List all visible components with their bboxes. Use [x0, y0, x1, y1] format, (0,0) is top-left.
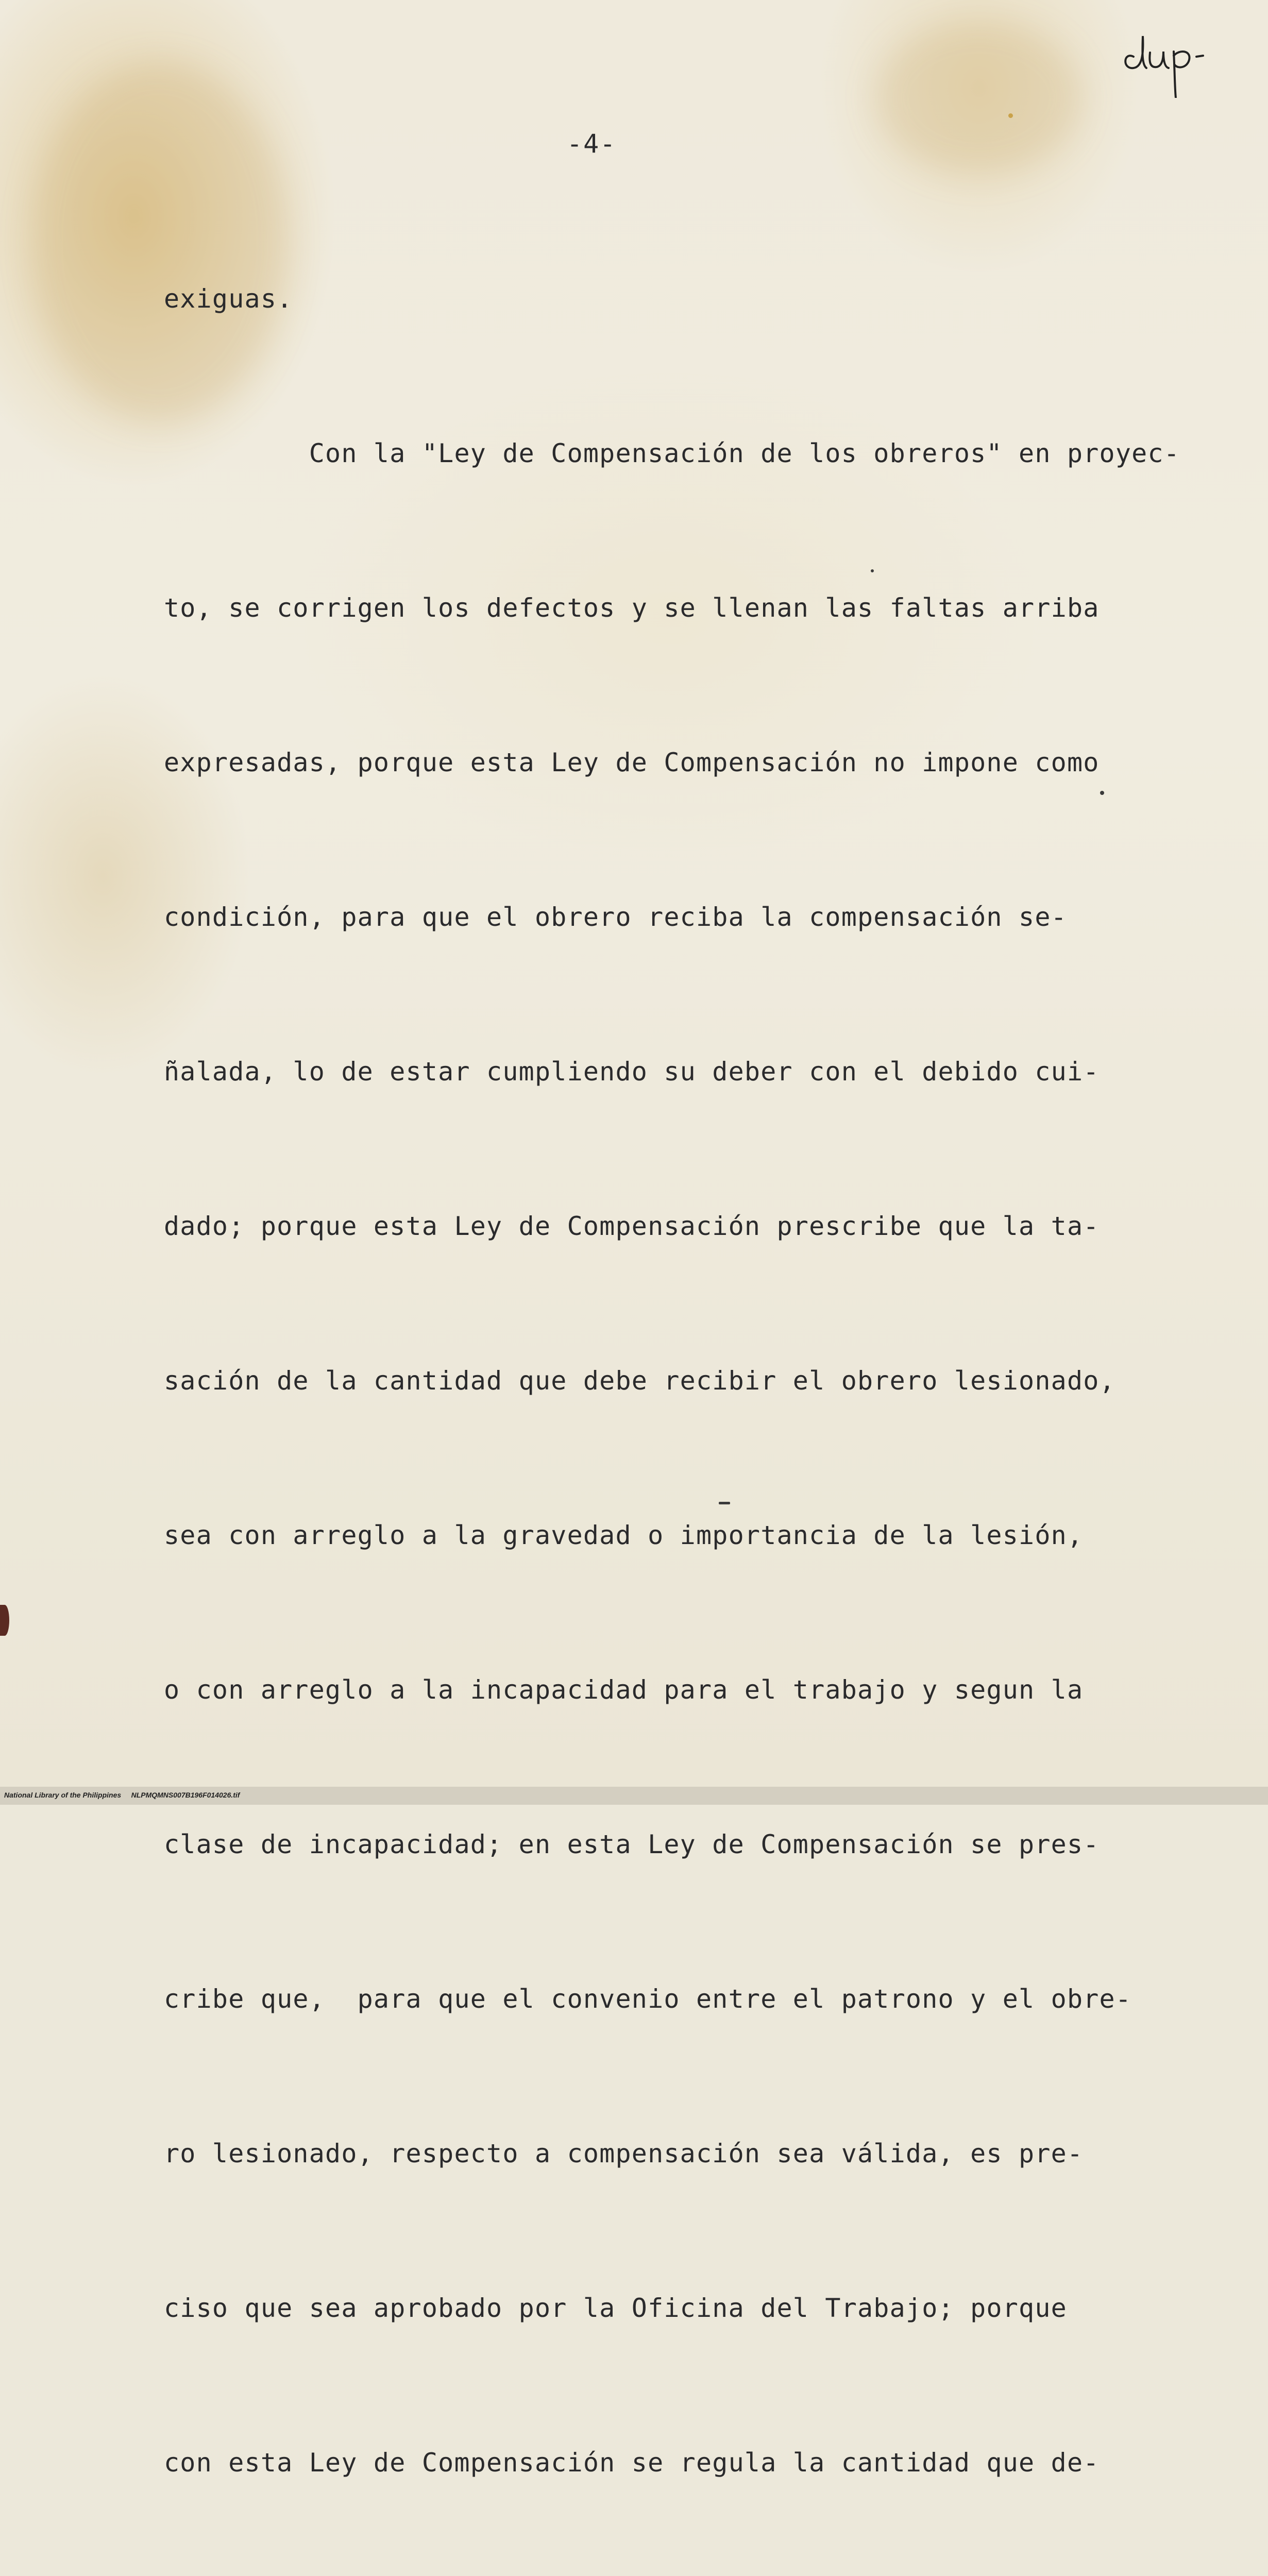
text-line: cribe que, para que el convenio entre el patrono y el obre-: [164, 1984, 1132, 2014]
library-name: National Library of the Philippines: [4, 1791, 122, 1799]
text-line: condición, para que el obrero reciba la compensación se-: [164, 902, 1067, 932]
text-line: con esta Ley de Compensación se regula la cantidad que de-: [164, 2448, 1100, 2478]
paper-stain: [876, 21, 1082, 175]
file-id: NLPMQMNS007B196F014026.tif: [131, 1791, 240, 1799]
edge-mark: [0, 1605, 9, 1636]
paper-speck: [1008, 113, 1013, 118]
text-line: ciso que sea aprobado por la Oficina del Trabajo; porque: [164, 2293, 1067, 2323]
text-line: clase de incapacidad; en esta Ley de Compensación se pres-: [164, 1829, 1100, 1859]
handwritten-annotation: [1118, 21, 1221, 98]
ink-speck: [1100, 791, 1104, 795]
text-line: sea con arreglo a la gravedad o importancia de la lesión,: [164, 1520, 1084, 1550]
text-line: sación de la cantidad que debe recibir el obrero lesionado,: [164, 1366, 1115, 1396]
text-line: exiguas.: [164, 284, 293, 314]
text-line: dado; porque esta Ley de Compensación prescribe que la ta-: [164, 1211, 1100, 1241]
text-line: expresadas, porque esta Ley de Compensación no impone como: [164, 748, 1100, 777]
page-number: -4-: [567, 129, 617, 159]
scan-footer-text: [4, 1791, 240, 1799]
ink-mark: [719, 1502, 730, 1504]
ink-speck: [871, 569, 874, 572]
text-line: to, se corrigen los defectos y se llenan las faltas arriba: [164, 593, 1100, 623]
text-line: o con arreglo a la incapacidad para el trabajo y segun la: [164, 1675, 1084, 1705]
text-line: Con la "Ley de Compensación de los obreros" en proyec-: [164, 438, 1180, 468]
text-line: ro lesionado, respecto a compensación sea válida, es pre-: [164, 2139, 1084, 2168]
text-line: ñalada, lo de estar cumpliendo su deber con el debido cui-: [164, 1057, 1100, 1087]
document-body: [164, 170, 1205, 2576]
